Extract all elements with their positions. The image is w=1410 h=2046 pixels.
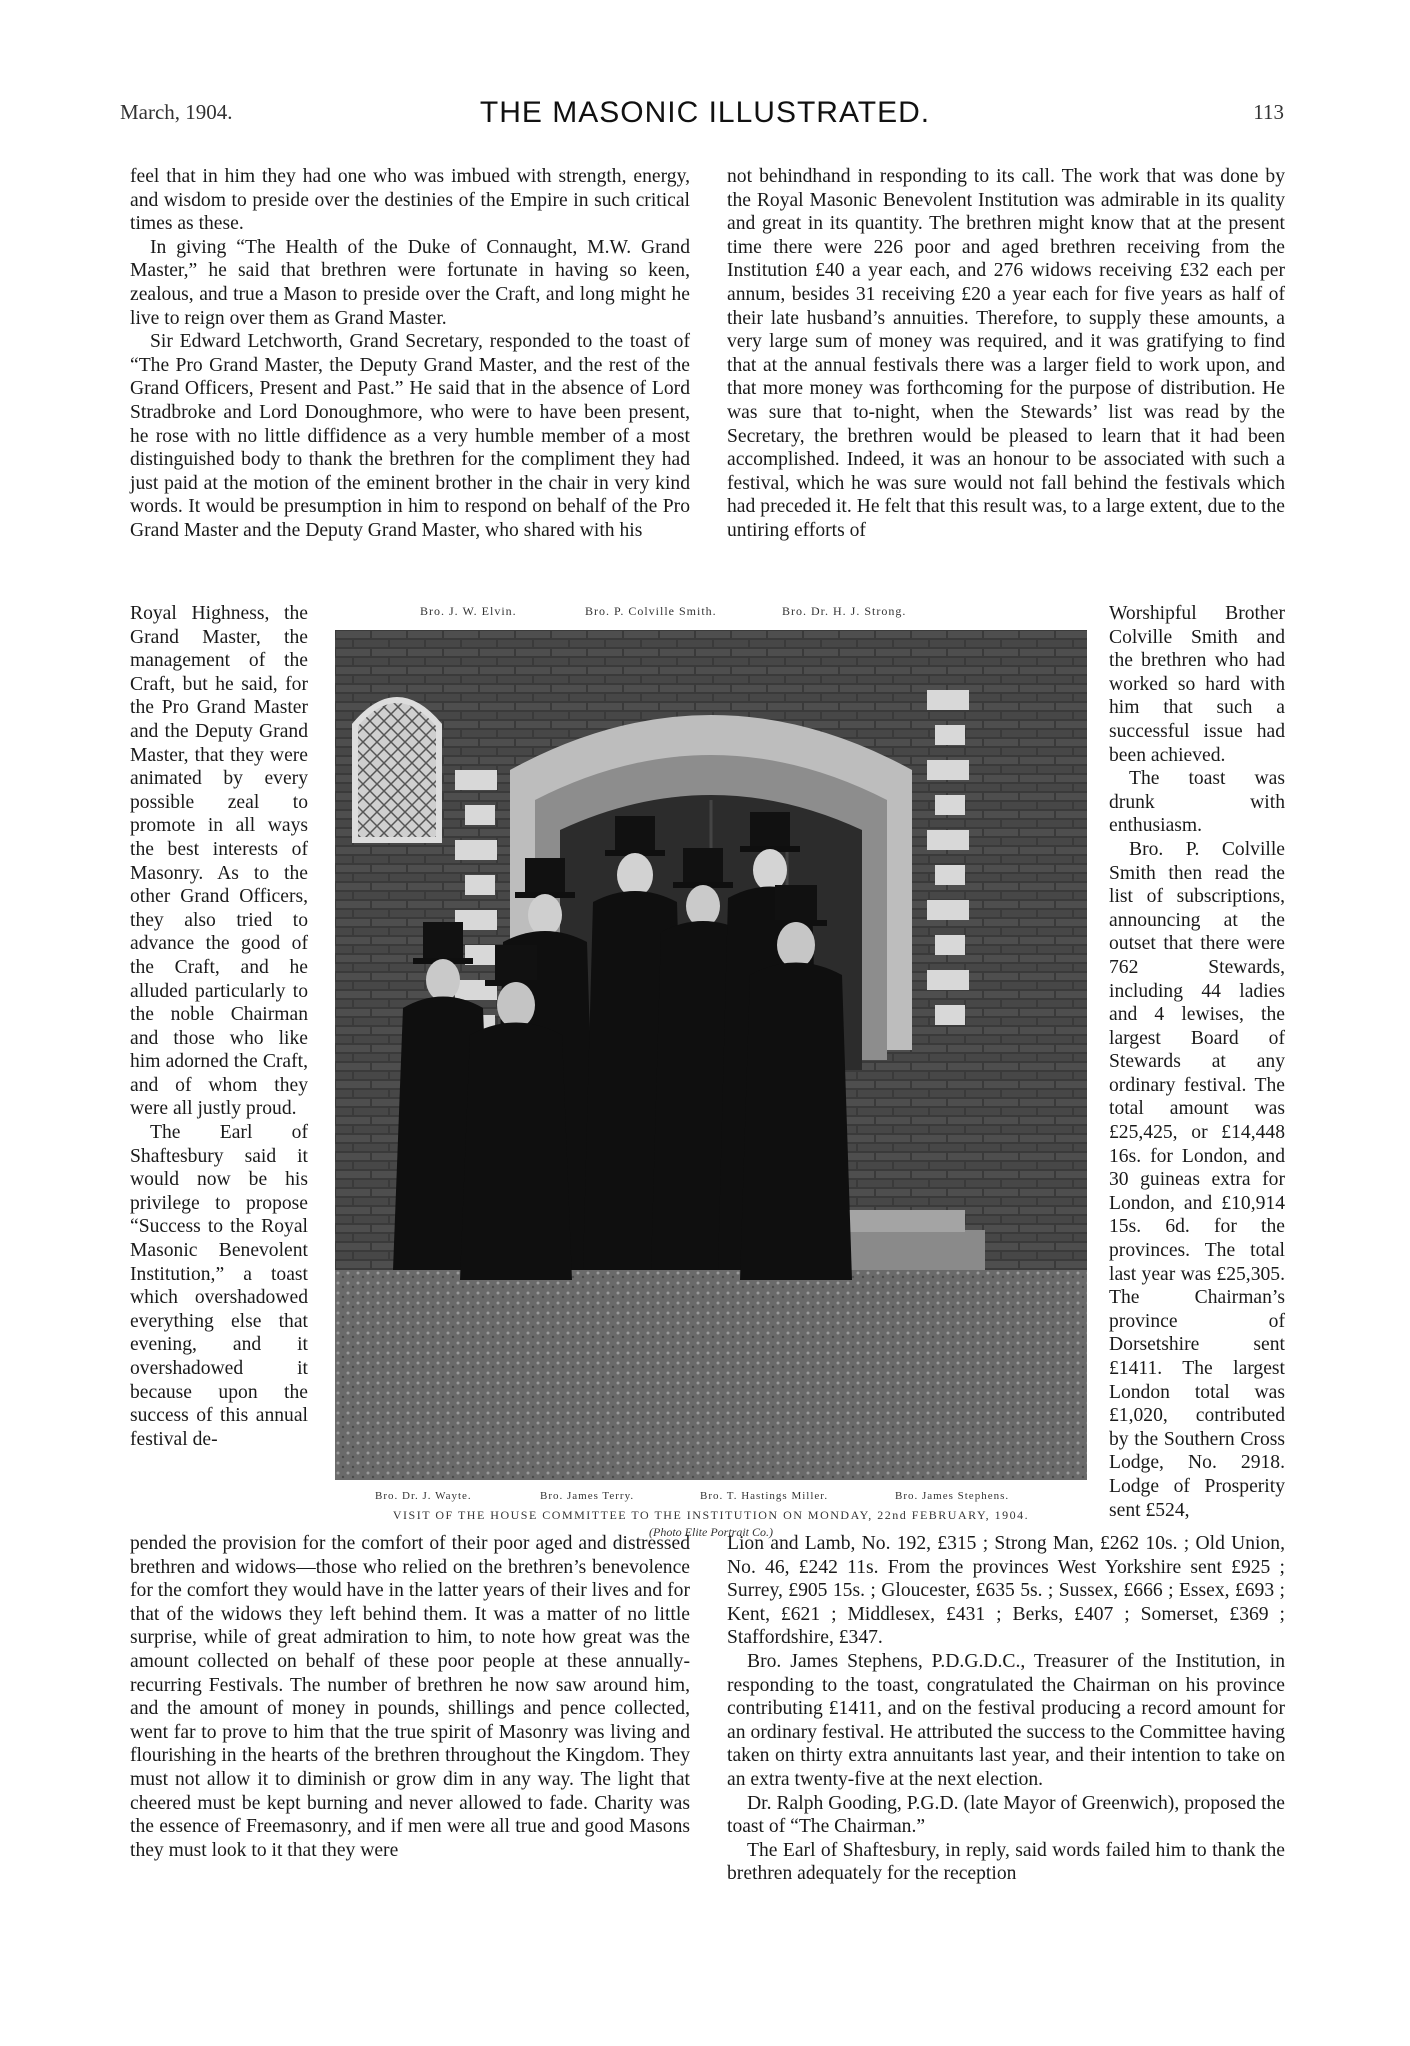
- paragraph: The toast was drunk with enthusiasm.: [1109, 768, 1285, 837]
- group-photograph: [335, 630, 1087, 1480]
- photo-name-label: Bro. T. Hastings Miller.: [700, 1490, 829, 1502]
- paragraph: Bro. James Stephens, P.D.G.D.C., Treasurer of the Institution, in responding to the toast, congratulated the Chairman on his province contributing £1411, and on the festival producing a record amount for an ordinary festival. He attributed the success to the Committee having taken on thirty extra annuitants last year, and their intention to take on an extra twenty-five at the next election.: [727, 1650, 1285, 1790]
- paragraph: Sir Edward Letchworth, Grand Secretary, responded to the toast of “The Pro Grand Master, the Deputy Grand Master, and the rest of the Grand Officers, Present and Past.” He said that in the absence of Lord Stradbroke and Lord Donoughmore, who were to have been present, he rose with no little diffidence as a very humble member of a most distinguished body to thank the brethren for the compliment they had just paid at the motion of the eminent brother in the chair in very kind words. It would be presumption in him to respond on behalf of the Pro Grand Master and the Deputy Grand Master, who shared with his: [130, 331, 690, 541]
- photo-caption: VISIT OF THE HOUSE COMMITTEE TO THE INSTITUTION ON MONDAY, 22nd FEBRUARY, 1904.: [392, 1508, 1030, 1522]
- photo-name-row: [335, 1490, 1087, 1506]
- right-column-top: [727, 165, 1285, 543]
- right-column-bottom: [727, 1532, 1285, 1886]
- paragraph: The Earl of Shaftesbury, in reply, said words failed him to thank the brethren adequately for the reception: [727, 1839, 1285, 1885]
- left-column-narrow: [130, 602, 308, 1451]
- paragraph: not behindhand in responding to its call. The work that was done by the Royal Masonic Benevolent Institution was admirable in its quality and great in its quantity. The brethren might know that at the present time there were 226 poor and aged brethren receiving from the Institution £40 a year each, and 276 widows receiving £32 each per annum, besides 31 receiving £20 a year each for five years as half of their late husband’s annuities. Therefore, to supply these amounts, a very large sum of money was required, and it was gratifying to find that at the annual festivals there was a larger field to work upon, and that more money was forthcoming for the purpose of distribution. He was sure that to-night, when the Stewards’ list was read by the Secretary, the brethren would be pleased to learn that it had been accomplished. Indeed, it was an honour to be associated with such a festival, which he was sure would not fall behind the festivals which had preceded it. He felt that this result was, to a large extent, due to the untiring efforts of: [727, 166, 1285, 541]
- left-column-top: [130, 165, 690, 543]
- photo-credit: (Photo Elite Portrait Co.): [649, 1525, 773, 1539]
- paragraph: Lion and Lamb, No. 192, £315 ; Strong Man, £262 10s. ; Old Union, No. 46, £242 11s. From the provinces West Yorkshire sent £925 ; Surrey, £905 15s. ; Gloucester, £635 5s. ; Sussex, £666 ; Essex, £693 ; Kent, £621 ; Middlesex, £431 ; Berks, £407 ; Somerset, £369 ; Staffordshire, £347.: [727, 1533, 1285, 1649]
- paragraph: Dr. Ralph Gooding, P.G.D. (late Mayor of Greenwich), proposed the toast of “The Chairman.”: [727, 1792, 1285, 1838]
- page-header: [0, 96, 1410, 136]
- photo-illustration: [335, 630, 1087, 1480]
- photo-name-label: Bro. Dr. J. Wayte.: [375, 1490, 472, 1502]
- issue-date: March, 1904.: [120, 100, 233, 124]
- paragraph: feel that in him they had one who was imbued with strength, energy, and wisdom to preside over the destinies of the Empire in such critical times as these.: [130, 166, 690, 235]
- leaded-window: [355, 700, 439, 840]
- page-number: 113: [1253, 100, 1284, 124]
- photo-name-label: Bro. Dr. H. J. Strong.: [782, 604, 907, 618]
- left-column-bottom: [130, 1532, 690, 1862]
- paragraph: The Earl of Shaftesbury said it would now be his privilege to propose “Success to the Royal Masonic Benevolent Institution,” a toast which overshadowed everything else that evening, and it overshadowed it because upon the success of this annual festival de-: [130, 1122, 308, 1450]
- photo-name-label: Bro. James Terry.: [540, 1490, 635, 1502]
- paragraph: pended the provision for the comfort of their poor aged and distressed brethren and widows—those who relied on the brethren’s benevolence for the comfort they would have in the latter years of their lives and for that of the widows they left behind them. It was a matter of no little surprise, while of great admiration to him, to note how great was the amount collected on behalf of these poor people at these annually-recurring Festivals. The number of brethren he now saw around him, and the amount of money in pounds, shillings and pence collected, went far to prove to him that the true spirit of Masonry was living and flourishing in the hearts of the brethren throughout the Kingdom. They must not allow it to diminish or grow dim in any way. The light that cheered must be kept burning and never allowed to fade. Charity was the essence of Freemasonry, and if men were all true and good Masons they must look to it that they were: [130, 1533, 690, 1861]
- photo-name-label: Bro. J. W. Elvin.: [420, 604, 517, 618]
- paragraph: Worshipful Brother Colville Smith and the brethren who had worked so hard with him that such a successful issue had been achieved.: [1109, 603, 1285, 766]
- paragraph: Bro. P. Colville Smith then read the list of subscriptions, announcing at the outset that there were 762 Stewards, including 44 ladies and 4 lewises, the largest Board of Stewards at any ordinary festival. The total amount was £25,425, or £14,448 16s. for London, and 30 guineas extra for London, and £10,914 15s. 6d. for the provinces. The total last year was £25,305. The Chairman’s province of Dorsetshire sent £1411. The largest London total was £1,020, contributed by the Southern Cross Lodge, No. 2918. Lodge of Prosperity sent £524,: [1109, 838, 1285, 1521]
- paragraph: In giving “The Health of the Duke of Connaught, M.W. Grand Master,” he said that brethren were fortunate in having so keen, zealous, and true a Mason to preside over the Craft, and long might he live to reign over them as Grand Master.: [130, 236, 690, 329]
- paragraph: Royal Highness, the Grand Master, the management of the Craft, but he said, for the Pro Grand Master and the Deputy Grand Master, that they were animated by every possible zeal to promote in all ways the best interests of Masonry. As to the other Grand Officers, they also tried to advance the good of the Craft, and he alluded particularly to the noble Chairman and those who like him adorned the Craft, and of whom they were all justly proud.: [130, 603, 308, 1120]
- photo-name-label: Bro. P. Colville Smith.: [585, 604, 717, 618]
- right-column-narrow: [1109, 602, 1285, 1522]
- photo-name-label: Bro. James Stephens.: [895, 1490, 1010, 1502]
- masthead-title: THE MASONIC ILLUSTRATED.: [479, 96, 931, 129]
